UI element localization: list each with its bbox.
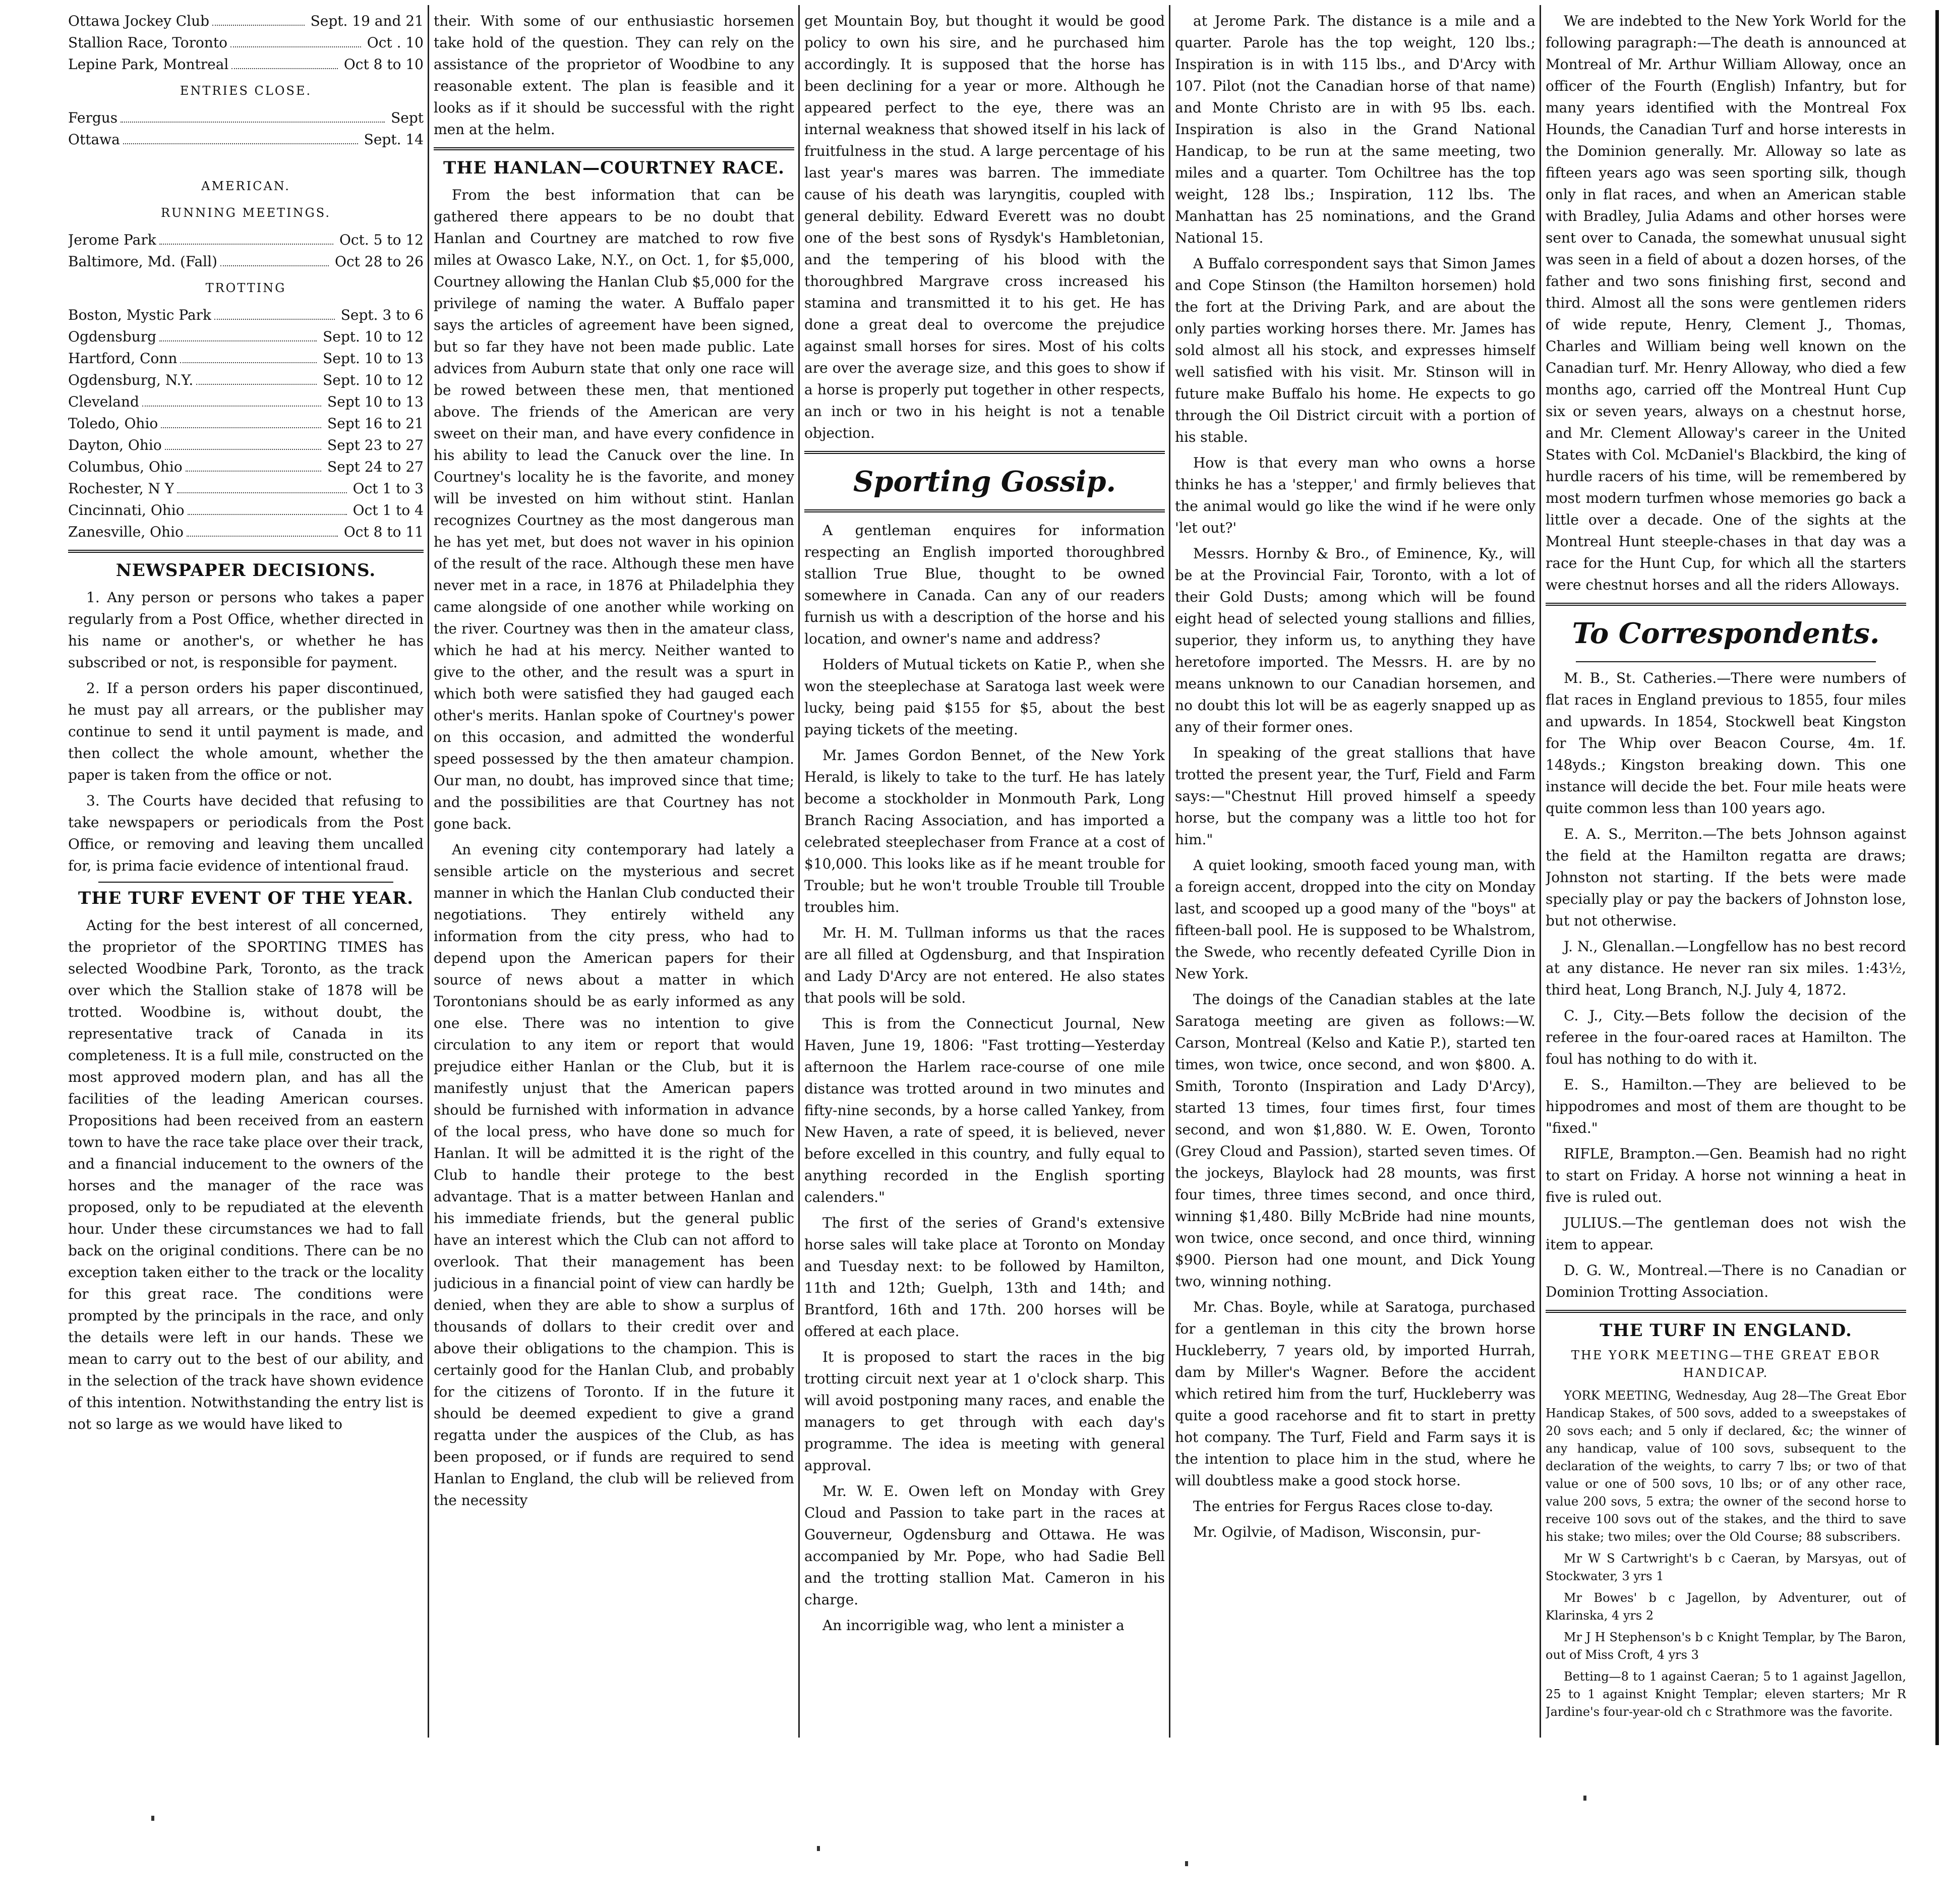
- listing-date: Oct 28 to 26: [335, 253, 424, 270]
- listing-date: Sept. 3 to 6: [340, 307, 424, 323]
- listing-date: Sept. 14: [364, 131, 424, 148]
- column-4-body: [1175, 10, 1536, 1543]
- listing-row: [68, 348, 424, 369]
- decision-paragraph: 1. Any person or persons who takes a paper regularly from a Post Office, whether directed in his name or another's, or whether he has subscribed or not, is responsible for payment.: [68, 589, 424, 671]
- listing-date: Sept 16 to 21: [327, 415, 424, 432]
- listing-date: Sept. 10 to 13: [323, 350, 424, 367]
- correspondent-answer: E. S., Hamilton.—They are believed to be hippodromes and most of them are thought to be "fixed.": [1546, 1076, 1906, 1136]
- print-mark: [1185, 1861, 1188, 1866]
- correspondent-answer: E. A. S., Merriton.—The bets Johnson against the field at the Hamilton regatta are draws; Johnston not starting. If the bets were made specially play or pay the backers of Johnston lose, but not otherwise.: [1546, 826, 1906, 929]
- turf-event-paragraph: Acting for the best interest of all concerned, the proprietor of the SPORTING TIMES has selected Woodbine Park, Toronto, as the track over which the Stallion stake of 1878 will be trotted. Woodbine is, without doubt, the representative track of Canada in its completeness. It is a full mile, constructed on the most approved modern plan, and has all the facilities of the leading American courses. Propositions had been received from an eastern town to have the race take place over their track, and a financial inducement to the owners of the horses and the manager of the race was proposed, only to be repudiated at the eleventh hour. Under these circumstances we had to fall back on the original conditions. There can be no exception taken either to the track or the locality for this great race. The conditions were prompted by the principals in the race, and only the details were left in our hands. These we mean to carry out to the best of our ability, and in the selection of the track have shown evidence of this intention. Notwithstanding the entry list is not so large as we would have liked to: [68, 917, 424, 1432]
- leader-dots: [142, 391, 321, 407]
- listing-date: Oct. 5 to 12: [339, 232, 424, 248]
- correspondent-answer: C. J., City.—Bets follow the decision of the referee in the four-oared races at Hamilton. The foul has nothing to do with it.: [1546, 1007, 1906, 1067]
- leader-dots: [220, 251, 329, 266]
- listing-row: [68, 413, 424, 434]
- gossip-body: [804, 520, 1165, 1636]
- listing-date: Oct 1 to 4: [352, 502, 424, 518]
- listing-row: [68, 53, 424, 75]
- listing-row: [68, 456, 424, 478]
- listing-name: Ottawa: [68, 131, 120, 148]
- listing-name: Boston, Mystic Park: [68, 307, 212, 323]
- leader-dots: [177, 478, 346, 493]
- listing-date: Sept 23 to 27: [327, 437, 424, 453]
- print-mark: [817, 1846, 820, 1851]
- decision-paragraph: 3. The Courts have decided that refusing to take newspapers or periodicals from the Post Office, or removing and leaving them uncalled for, is prima facie evidence of intentional fraud.: [68, 792, 424, 874]
- hanlan-body: [434, 184, 794, 1511]
- listing-date: Sept 24 to 27: [327, 458, 424, 475]
- print-mark: [1583, 1796, 1586, 1801]
- section-rule: [1546, 1310, 1906, 1313]
- leader-dots: [231, 53, 337, 69]
- correspondents-heading: To Correspondents.: [1572, 617, 1880, 650]
- listing-name: Ogdensburg, N.Y.: [68, 372, 194, 388]
- news-paragraph: Mr. Chas. Boyle, while at Saratoga, purchased for a gentleman in this city the brown horse Huckleberry, 7 years old, by imported Hurrah, dam by Miller's Wagner. Before the accident which retired him from the turf, Huckleberry was quite a good racehorse and fit to start in pretty hot company. The Turf, Field and Farm says it is the intention to place him in the stud, where he will doubtless make a good stock horse.: [1175, 1299, 1536, 1489]
- race-result: Betting—8 to 1 against Caeran; 5 to 1 against Jagellon, 25 to 1 against Knight Templar; eleven starters; Mr R Jardine's four-year-old ch c Strathmore was the favorite.: [1546, 1669, 1906, 1719]
- listing-name: Cincinnati, Ohio: [68, 502, 185, 518]
- england-body: [1546, 1387, 1906, 1721]
- gossip-paragraph: The first of the series of Grand's extensive horse sales will take place at Toronto on Monday and Tuesday next: to be followed by Hamilton, 11th and 12th; Guelph, 13th and 14th; and Brantford, 16th and 17th. 200 horses will be offered at each place.: [804, 1215, 1165, 1340]
- listing-name: Ogdensburg: [68, 328, 157, 345]
- leader-dots: [159, 229, 333, 245]
- leader-dots: [161, 413, 321, 428]
- listing-row: [68, 251, 424, 272]
- entries-close-heading: ENTRIES CLOSE.: [180, 84, 312, 98]
- hanlan-heading: THE HANLAN—COURTNEY RACE.: [443, 158, 785, 178]
- gossip-paragraph: A gentleman enquires for information respecting an English imported thoroughbred stallion True Blue, thought to be owned somewhere in Canada. Can any of our readers furnish us with a description of the horse and his location, and owner's name and address?: [804, 522, 1165, 647]
- leader-dots: [180, 348, 317, 363]
- race-result: Mr Bowes' b c Jagellon, by Adventurer, out of Klarinska, 4 yrs 2: [1546, 1591, 1906, 1623]
- listing-date: Sept: [391, 109, 424, 126]
- leader-dots: [214, 304, 335, 320]
- race-result: Mr J H Stephenson's b c Knight Templar, by The Baron, out of Miss Croft, 4 yrs 3: [1546, 1630, 1906, 1662]
- listing-row: [68, 326, 424, 348]
- listing-name: Stallion Race, Toronto: [68, 34, 227, 51]
- listing-name: Cleveland: [68, 393, 139, 410]
- listing-row: [68, 32, 424, 53]
- leader-dots: [159, 326, 317, 341]
- leader-dots: [121, 107, 385, 123]
- turf-in-england-heading: THE TURF IN ENGLAND.: [1600, 1320, 1852, 1341]
- gossip-paragraph: Mr. James Gordon Bennet, of the New York Herald, is likely to take to the turf. He has lately become a stockholder in Monmouth Park, Long Branch Racing Association, and has imported a celebrated steeplechaser from France at a cost of $10,000. This looks like as if he meant trouble for Trouble; but he won't trouble Trouble till Trouble troubles him.: [804, 747, 1165, 915]
- listing-date: Sept. 10 to 12: [323, 372, 424, 388]
- hanlan-paragraph: An evening city contemporary had lately a sensible article on the mysterious and secret manner in which the Hanlan Club conducted their negotiations. They entirely witheld any information from the city press, who had to depend upon the American papers for their source of news about a matter in which Torontonians should be as early informed as any one else. There was no intention to give circulation to any item or report that would prejudice either Hanlan or the Club, but it is manifestly unjust that the American papers should be furnished with information in advance of the local press, who have done so much for Hanlan. It will be admitted it is the right of the Club to handle their protege to the best advantage. That is a matter between Hanlan and his immediate friends, but the general public have an interest which the Club can not afford to overlook. That their management has been judicious in a financial point of view can hardly be denied, when they are able to show a surplus of thousands of dollars to their credit over and above their obligations to the champion. This is certainly good for the Hanlan Club, and probably for the citizens of Toronto. If in the future it should be deemed expedient to give a grand regatta under the auspices of the Club, as has been proposed, or if funds are required to send Hanlan to England, the club will be relieved from the necessity: [434, 841, 794, 1509]
- entries-list: [68, 107, 424, 150]
- section-rule: [804, 509, 1165, 512]
- running-list: [68, 229, 424, 272]
- gossip-paragraph: Mr. H. M. Tullman informs us that the races are all filled at Ogdensburg, and that Inspiration and Lady D'Arcy are not entered. He also states that pools will be sold.: [804, 925, 1165, 1006]
- column-rule: [428, 5, 429, 1738]
- section-rule: [1576, 661, 1876, 662]
- listing-row: [68, 499, 424, 521]
- correspondent-answer: D. G. W., Montreal.—There is no Canadian or Dominion Trotting Association.: [1546, 1262, 1906, 1300]
- column-5: [1546, 10, 1906, 1735]
- gossip-paragraph: This is from the Connecticut Journal, New Haven, June 19, 1806: "Fast trotting—Yesterday afternoon the Harlem race-course of one mile distance was trotted around in two minutes and fifty-nine seconds, by a horse called Yankey, from New Haven, a rate of speed, it is believed, never before excelled in this country, and fully equal to anything recorded in the English sporting calenders.": [804, 1015, 1165, 1205]
- race-result: YORK MEETING, Wednesday, Aug 28—The Great Ebor Handicap Stakes, of 500 sovs, added to a sweepstakes of 20 sovs each; and 5 only if declared, &c; the winner of any handicap, value of 100 sovs, subsequent to the declaration of the weights, to carry 7 lbs; or two of that value or one of 500 sovs, 10 lbs; or of any other race, value 200 sovs, 5 extra; the owner of the second horse to receive 100 sovs out of the stakes, and the third to save his stake; two miles; over the Old Course; 88 subscribers.: [1546, 1389, 1906, 1544]
- news-paragraph: Mr. Ogilvie, of Madison, Wisconsin, pur-: [1193, 1524, 1481, 1540]
- sporting-gossip-heading: Sporting Gossip.: [853, 465, 1116, 498]
- listing-date: Oct 8 to 11: [343, 524, 424, 540]
- listing-row: [68, 107, 424, 129]
- correspondent-answer: M. B., St. Catheries.—There were numbers of flat races in England previous to 1855, four miles and upwards. In 1854, Stockwell beat Kingston for The Whip over Beacon Course, 4m. 1f. 148yds.; Kingston breaking down. This one instance will decide the bet. Four mile heats were quite common less than 100 years ago.: [1546, 670, 1906, 817]
- decision-paragraph: 2. If a person orders his paper discontinued, he must pay all arrears, or the publisher may continue to send it until payment is made, and then collect the whole amount, whether the paper is taken from the office or not.: [68, 680, 424, 783]
- running-meetings-heading: RUNNING MEETINGS.: [160, 206, 331, 220]
- decisions-body: [68, 587, 424, 877]
- leader-dots: [123, 129, 358, 144]
- news-paragraph: A quiet looking, smooth faced young man, with a foreign accent, dropped into the city on Monday last, and scooped up a good many of the "boys" at fifteen-ball pool. He is supposed to be Whalstrom, the Swede, who recently defeated Cyrille Dion in New York.: [1175, 857, 1536, 982]
- section-rule: [68, 550, 424, 553]
- article-continuation: get Mountain Boy, but thought it would be good policy to own his sire, and he purchased him accordingly. It is supposed that the horse has been declining for a year or more. Although he appeared perfect to the eye, there was an internal weakness that showed itself in his lack of fruitfulness in the stud. A large percentage of his last year's mares was barren. The immediate cause of his death was laryngitis, coupled with general debility. Edward Everett was no doubt one of the best sons of Rysdyk's Hambletonian, and the tempering of his blood with the thoroughbred Margrave cross increased his stamina and transmitted it to his get. He has done a great deal to overcome the prejudice against small horses for sires. Most of his colts are over the average size, and this goes to show if a horse is properly put together in other respects, an inch or two in his height is not a tenable objection.: [804, 13, 1165, 441]
- leader-dots: [196, 369, 317, 385]
- column-rule: [1169, 5, 1170, 1738]
- listing-name: Toledo, Ohio: [68, 415, 158, 432]
- decisions-heading: NEWSPAPER DECISIONS.: [115, 560, 376, 581]
- correspondent-answer: RIFLE, Brampton.—Gen. Beamish had no right to start on Friday. A horse not winning a heat in five is ruled out.: [1546, 1145, 1906, 1205]
- column-2: [434, 10, 794, 1735]
- leader-dots: [230, 32, 361, 47]
- fixtures-list: [68, 10, 424, 75]
- listing-row: [68, 391, 424, 413]
- news-paragraph: How is that every man who owns a horse thinks he has a 'stepper,' and firmly believes that the animal would go like the wind if he were only 'let out?': [1175, 454, 1536, 536]
- listing-row: [68, 521, 424, 543]
- gossip-paragraph: Mr. W. E. Owen left on Monday with Grey Cloud and Passion to take part in the races at Gouverneur, Ogdensburg and Ottawa. He was accompanied by Mr. Pope, who had Sadie Bell and the trotting stallion Mat. Cameron in his charge.: [804, 1483, 1165, 1608]
- correspondents-body: [1546, 667, 1906, 1303]
- news-paragraph: In speaking of the great stallions that have trotted the present year, the Turf, Field and Farm says:—"Chestnut Hill proved himself a speedy horse, but the company was a little too hot for him.": [1175, 744, 1536, 848]
- listing-row: [68, 10, 424, 32]
- listing-date: Sept. 19 and 21: [310, 13, 424, 29]
- gossip-paragraph: An incorrigible wag, who lent a minister a: [822, 1617, 1125, 1634]
- section-rule: [434, 147, 794, 150]
- print-mark: [151, 1816, 154, 1821]
- leader-dots: [165, 434, 321, 450]
- correspondent-answer: J. N., Glenallan.—Longfellow has no best record at any distance. He never ran six miles. 1:43½, third heat, Long Branch, N.J. July 4, 1872.: [1546, 938, 1906, 998]
- leader-dots: [186, 456, 321, 472]
- listing-row: [68, 229, 424, 251]
- alloway-paragraph: We are indebted to the New York World for the following paragraph:—The death is announced at Montreal of Mr. Arthur William Alloway, once an officer of the Fourth (English) Infantry, but for many years identified with the Montreal Fox Hounds, the Canadian Turf and horse interests in the Dominion generally. Mr. Alloway so late as fifteen years ago was seen sporting silk, though only in flat races, and when an American stable with Bradley, Julia Adams and other horses were sent over to Canada, the somewhat unusual sight was seen in a field of about a dozen horses, of the father and two sons finishing first, second and third. Almost all the sons were gentlemen riders of wide repute, Henry, Clement J., Thomas, Charles and William being well known on the Canadian turf. Mr. Henry Alloway, who died a few months ago, carried off the Montreal Hunt Cup six or seven years, always on a chestnut horse, and Mr. Clement Alloway's career in the United States with Col. McDaniel's Blackbird, the king of hurdle racers of his time, will be remembered by most modern turfmen whose memories go back a little over a decade. One of the sights at the Montreal Hunt steeple-chases in that day was a race for the Hunt Cup, for which all the starters were chestnut horses and all the riders Alloways.: [1546, 13, 1906, 593]
- leader-dots: [187, 521, 338, 537]
- listing-date: Oct 8 to 10: [343, 56, 424, 73]
- listing-row: [68, 369, 424, 391]
- listing-name: Baltimore, Md. (Fall): [68, 253, 217, 270]
- section-rule: [804, 451, 1165, 454]
- column-3: [804, 10, 1165, 1735]
- listing-name: Hartford, Conn: [68, 350, 178, 367]
- gossip-paragraph: Holders of Mutual tickets on Katie P., when she won the steeplechase at Saratoga last week were lucky, being paid $155 for $5, about the best paying tickets of the meeting.: [804, 656, 1165, 738]
- leader-dots: [212, 10, 304, 26]
- listing-date: Sept 10 to 13: [327, 393, 424, 410]
- ebor-subheading: THE YORK MEETING—THE GREAT EBOR HANDICAP.: [1571, 1348, 1881, 1380]
- correspondent-answer: JULIUS.—The gentleman does not wish the item to appear.: [1546, 1215, 1906, 1253]
- news-paragraph: The doings of the Canadian stables at the late Saratoga meeting are given as follows:—W. Carson, Montreal (Kelso and Katie P.), started ten times, won twice, once second, and won $800. A. Smith, Toronto (Inspiration and Lady D'Arcy), started 13 times, four times first, four times second, and won $1,880. W. E. Owen, Toronto (Grey Cloud and Passion), started seven times. Of the jockeys, Blaylock had 28 mounts, was first four times, three times second, and once third, winning $1,480. Billy McBride had nine mounts, won twice, once second, and once third, winning $900. Pierson had one mount, and Dick Young two, winning nothing.: [1175, 991, 1536, 1290]
- listing-row: [68, 304, 424, 326]
- column-1: [68, 10, 424, 1735]
- listing-date: Oct 1 to 3: [352, 480, 424, 497]
- section-rule: [98, 882, 393, 883]
- listing-name: Jerome Park: [68, 232, 156, 248]
- column-4: [1175, 10, 1536, 1735]
- listing-name: Zanesville, Ohio: [68, 524, 184, 540]
- news-paragraph: The entries for Fergus Races close to-day.: [1193, 1498, 1494, 1515]
- listing-name: Dayton, Ohio: [68, 437, 162, 453]
- turf-event-heading: THE TURF EVENT OF THE YEAR.: [78, 888, 414, 908]
- listing-row: [68, 434, 424, 456]
- trotting-list: [68, 304, 424, 543]
- section-rule: [1546, 603, 1906, 606]
- hanlan-paragraph: From the best information that can be gathered there appears to be no doubt that Hanlan and Courtney are matched to row five miles at Owasco Lake, N.Y., on Oct. 1, for $5,000, Courtney allowing the Hanlan Club $5,000 for the privilege of naming the water. A Buffalo paper says the articles of agreement have been signed, but so far they have not been made public. Late advices from Auburn state that only one race will be rowed between these men, that mentioned above. The friends of the American are very sweet on their man, and have every confidence in his ability to lead the Canuck over the line. In Courtney's locality he is the favorite, and money will be invested on him without stint. Hanlan recognizes Courtney as the most dangerous man he has yet met, but does not waver in his opinion of the result of the race. Although these men have never met in a race, in 1876 at Philadelphia they came alongside of one another while working on the river. Courtney was then in the amateur class, which he had at his mercy. Neither wanted to give to the other, and the result was a spurt in which both were satisfied they had gauged each other's merits. Hanlan spoke of Courtney's power on this occasion, and admitted the wonderful speed possessed by the then amateur champion. Our man, no doubt, has improved since that time; and the possibilities are that Courtney has not gone back.: [434, 187, 794, 832]
- news-paragraph: A Buffalo correspondent says that Simon James and Cope Stinson (the Hamilton horsemen) hold the fort at the Driving Park, and are about the only parties working horses there. Mr. James has sold almost all his stock, and expresses himself well satisfied with his visit. Mr. Stinson will in future make Buffalo his home. He expects to go through the Oil District circuit with a portion of his stable.: [1175, 255, 1536, 445]
- article-continuation: their. With some of our enthusiastic horsemen take hold of the question. They can rely on the assistance of the proprietor of Woodbine to any reasonable extent. The plan is feasible and it looks as if it should be successful with the right men at the helm.: [434, 13, 794, 138]
- news-paragraph: Messrs. Hornby & Bro., of Eminence, Ky., will be at the Provincial Fair, Toronto, with a lot of their Gold Dusts; among which will be found eight head of selected young stallions and fillies, superior, they inform us, to anything they have heretofore imported. The Messrs. H. are by no means unknown to our Canadian horsemen, and no doubt this lot will be as eagerly snapped up as any of their former ones.: [1175, 545, 1536, 735]
- gossip-paragraph: It is proposed to start the races in the big trotting circuit next year at 1 o'clock sharp. This will avoid postponing many races, and enable the managers to get through with each day's programme. The idea is meeting with general approval.: [804, 1349, 1165, 1474]
- listing-name: Ottawa Jockey Club: [68, 13, 210, 29]
- listing-name: Columbus, Ohio: [68, 458, 183, 475]
- page-edge: [1935, 10, 1939, 1745]
- trotting-heading: TROTTING: [205, 281, 286, 295]
- listing-date: Oct . 10: [367, 34, 424, 51]
- american-heading: AMERICAN.: [201, 179, 290, 193]
- listing-name: Lepine Park, Montreal: [68, 56, 229, 73]
- column-rule: [1540, 5, 1541, 1738]
- leader-dots: [188, 499, 347, 515]
- listing-date: Sept. 10 to 12: [323, 328, 424, 345]
- race-result: Mr W S Cartwright's b c Caeran, by Marsyas, out of Stockwater, 3 yrs 1: [1546, 1551, 1906, 1583]
- news-paragraph: at Jerome Park. The distance is a mile and a quarter. Parole has the top weight, 120 lbs.; Inspiration is in with 115 lbs., and D'Arcy with 107. Pilot (not the Canadian horse of that name) and Monte Christo are in with 95 lbs. each. Inspiration is also in the Grand National Handicap, to be run at the same meeting, two miles and a quarter. Tom Ochiltree has the top weight, 128 lbs.; Inspiration, 112 lbs. The Manhattan has 25 nominations, and the Grand National 15.: [1175, 13, 1536, 246]
- column-rule: [798, 5, 800, 1738]
- listing-row: [68, 478, 424, 499]
- listing-row: [68, 129, 424, 150]
- listing-name: Fergus: [68, 109, 118, 126]
- turf-event-body: [68, 914, 424, 1435]
- listing-name: Rochester, N Y: [68, 480, 174, 497]
